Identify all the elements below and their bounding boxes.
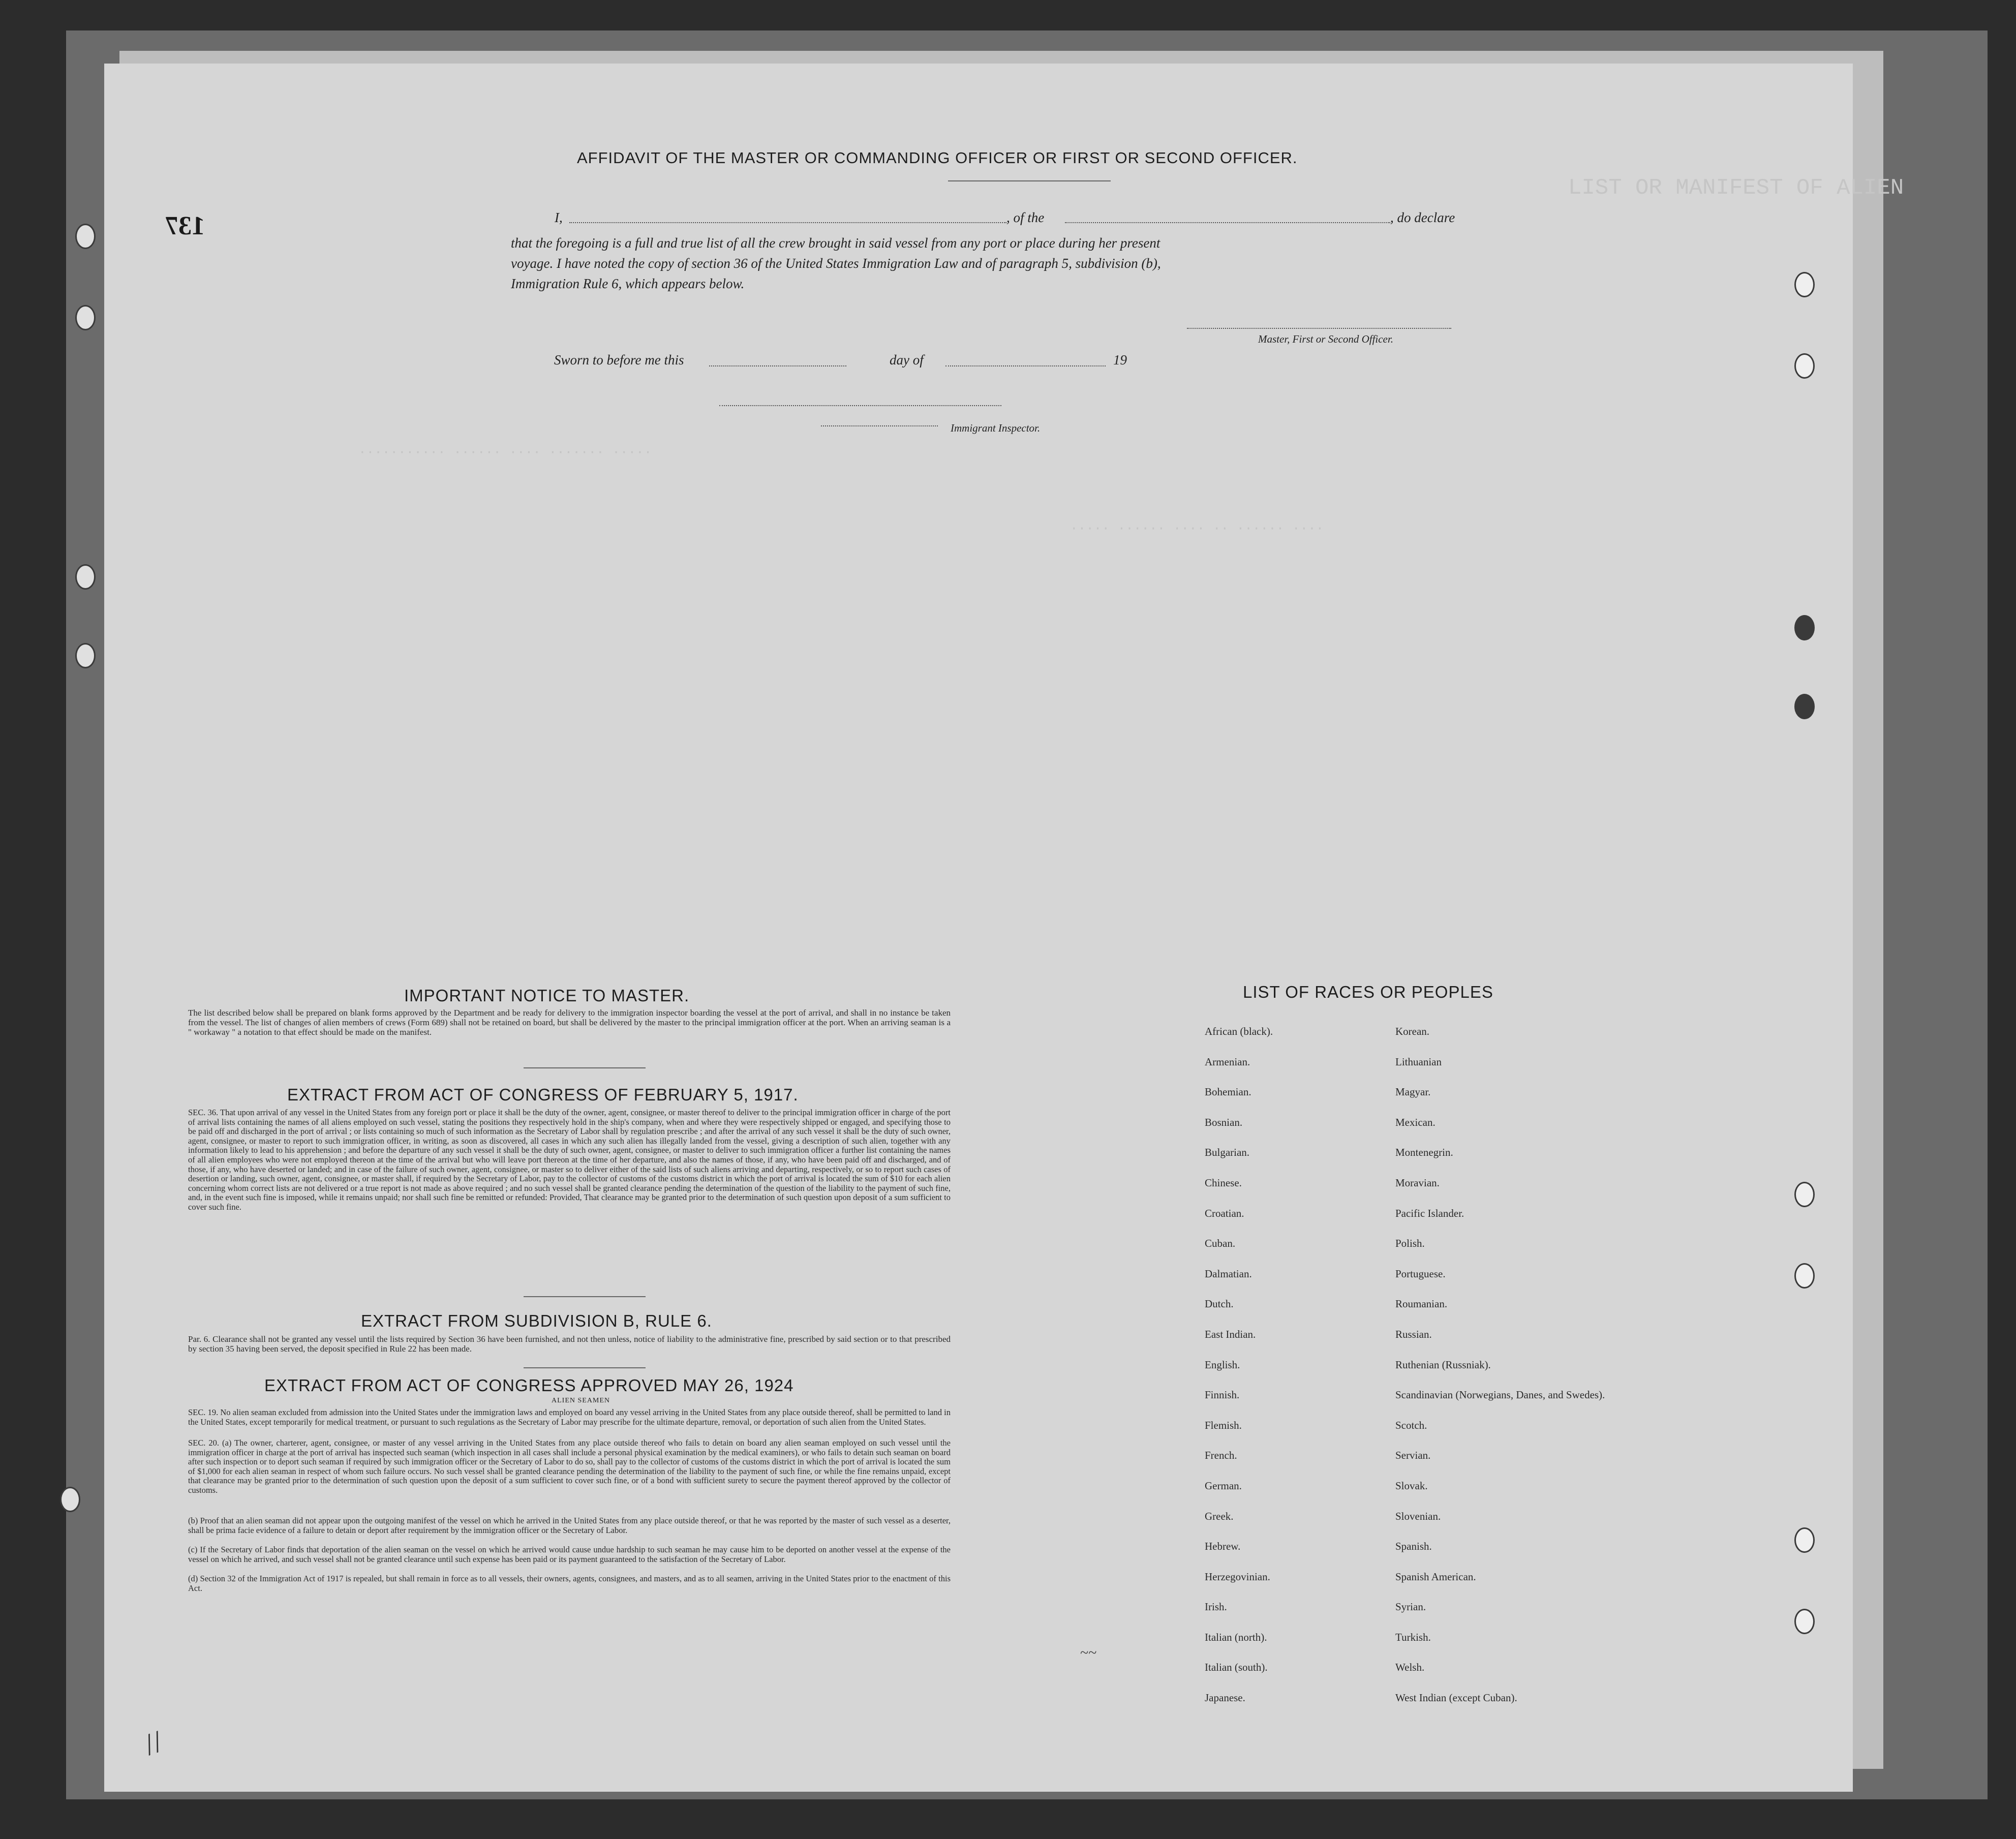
extract-rule6-title: EXTRACT FROM SUBDIVISION B, RULE 6. (361, 1311, 712, 1330)
race-item: Cuban. (1205, 1237, 1236, 1250)
races-right-column (1395, 1017, 1605, 1713)
race-item: Magyar. (1395, 1086, 1431, 1098)
race-item: Dutch. (1205, 1298, 1234, 1310)
race-item: Slovenian. (1395, 1510, 1441, 1522)
affidavit-title: AFFIDAVIT OF THE MASTER OR COMMANDING OFFICER OR FIRST OR SECOND OFFICER. (577, 149, 1298, 167)
punch-hole (1794, 1263, 1815, 1289)
race-item: Montenegrin. (1395, 1146, 1453, 1159)
bleed-through: ····· ······ ···· ·· ······ ···· (1070, 521, 1324, 536)
race-item: Dalmatian. (1205, 1267, 1252, 1280)
race-item: West Indian (except Cuban). (1395, 1692, 1517, 1704)
year-label: 19 (1113, 352, 1127, 367)
punch-hole (1794, 272, 1815, 297)
punch-hole (1794, 615, 1815, 640)
sworn-label: Sworn to before me this (554, 352, 684, 367)
race-item: Chinese. (1205, 1176, 1242, 1189)
race-item: Croatian. (1205, 1207, 1244, 1219)
binding-hole (75, 224, 96, 249)
divider (524, 1367, 646, 1368)
race-item: Finnish. (1205, 1389, 1240, 1401)
affidavit-body-line: voyage. I have noted the copy of section 36 of the United States Immigration Law and of paragraph 5, subdivision (b), (511, 256, 1161, 271)
race-item: Syrian. (1395, 1601, 1426, 1613)
extract-1924-sec20b: (b) Proof that an alien seaman did not appear upon the outgoing manifest of the vessel on which he arrived in the United States from any place outside thereof, or that he was reported by the master of such vessel as a deserter, shall be prima facie evidence of a failure to detain or deport after requirement by the immigration officer or the Secretary of Labor. (188, 1516, 951, 1535)
binding-hole (60, 1487, 80, 1512)
extract-rule6-body: Par. 6. Clearance shall not be granted any vessel until the lists required by Section 36 have been furnished, and not then unless, notice of liability to the administrative fine, prescribed by said section or to that prescribed by section 35 having been served, the deposit specified in Rule 22 has been made. (188, 1334, 951, 1354)
race-item: Spanish. (1395, 1540, 1432, 1553)
race-item: Russian. (1395, 1328, 1432, 1340)
race-item: Bulgarian. (1205, 1146, 1250, 1159)
race-item: Mexican. (1395, 1116, 1435, 1128)
bleed-through: ··········· ······ ···· ······· ····· (358, 445, 652, 460)
race-item: Hebrew. (1205, 1540, 1241, 1553)
race-item: German. (1205, 1479, 1242, 1492)
race-item: Italian (north). (1205, 1631, 1267, 1643)
race-item: Scandinavian (Norwegians, Danes, and Swedes). (1395, 1389, 1605, 1401)
punch-hole (1794, 694, 1815, 719)
punch-hole (1794, 1527, 1815, 1553)
race-item: Japanese. (1205, 1692, 1245, 1704)
extract-1917-body: SEC. 36. That upon arrival of any vessel in the United States from any foreign port or place it shall be the duty of the owner, agent, consignee, or master thereof to deliver to the principal immigration officer in charge of the port of arrival lists containing the names of all aliens employed on such vessel, stating the positions they respectively hold in the ship's company, when and where they were respectively shipped or engaged, and specifying those to be paid off and discharged in the port of arrival ; or lists containing so much of such information as the Secretary of Labor shall by regulation prescribe ; and after the arrival of any such vessel it shall be the duty of such owner, agent, consignee, or master to report to such immigration officer, in writing, as soon as discovered, all cases in which any such alien has illegally landed from the vessel, giving a description of such alien, together with any information likely to lead to his apprehension ; and before the departure of any such vessel it shall be the duty of such owner, agent, consignee, or master to deliver to such immigration officer a further list containing the names of all alien employees who were not employed thereon at the time of the arrival but who will leave port thereon at the time of her departure, and also the names of those, if any, who have been paid off and discharged, and of those, if any, who have deserted or landed; and in case of the failure of such owner, agent, consignee, or master so to deliver either of the said lists of such aliens arriving and departing, respectively, or so to report such cases of desertion or landing, such owner, agent, consignee, or master shall, if required by the Secretary of Labor, pay to the collector of customs of the customs district in which the port of arrival is located the sum of $10 for each alien concerning whom correct lists are not delivered or a true report is not made as above required ; and no such vessel shall be granted clearance pending the determination of the question of the liability to the payment of such fine, and, in the event such fine is imposed, while it remains unpaid; nor shall such fine be remitted or refunded: Provided, That clearance may be granted prior to the determination of such question upon deposit of a sum sufficient to cover such fine. (188, 1108, 951, 1212)
handwritten-mark: ~~ (1080, 1644, 1097, 1661)
form-sheet (104, 64, 1904, 1792)
races-left-column (1205, 1017, 1273, 1713)
binding-hole (75, 305, 96, 330)
race-item: Scotch. (1395, 1419, 1427, 1431)
race-item: Irish. (1205, 1601, 1227, 1613)
race-item: French. (1205, 1449, 1237, 1462)
race-item: English. (1205, 1358, 1240, 1371)
name-field[interactable] (569, 222, 1006, 223)
extract-1924-subtitle: ALIEN SEAMEN (552, 1397, 610, 1404)
affidavit-declare-label: , do declare (1390, 210, 1455, 225)
margin-stamp-number: 137 (165, 211, 205, 240)
inspector-signature-line[interactable] (821, 425, 938, 426)
race-item: Roumanian. (1395, 1298, 1448, 1310)
race-item: Servian. (1395, 1449, 1431, 1462)
extract-1924-title: EXTRACT FROM ACT OF CONGRESS APPROVED MAY 26, 1924 (264, 1376, 794, 1395)
divider (524, 1067, 646, 1068)
race-item: Slovak. (1395, 1479, 1428, 1492)
race-item: Flemish. (1205, 1419, 1242, 1431)
master-signature-label: Master, First or Second Officer. (1258, 333, 1393, 345)
races-title: LIST OF RACES OR PEOPLES (1243, 983, 1493, 1001)
punch-hole (1794, 1609, 1815, 1634)
race-item: Greek. (1205, 1510, 1234, 1522)
race-item: Pacific Islander. (1395, 1207, 1464, 1219)
affidavit-body-line: Immigration Rule 6, which appears below. (511, 276, 745, 291)
race-item: African (black). (1205, 1025, 1273, 1037)
extract-1924-sec20a: SEC. 20. (a) The owner, charterer, agent, consignee, or master of any vessel arriving in the United States from any place outside thereof who fails to detain on board any alien seaman employed on such vessel until the immigration officer in charge at the port of arrival has inspected such seaman (which inspection in all cases shall include a personal physical examination by the medical examiners), or who fails to detain such seaman on board after such inspection or to deport such seaman if required by such immigration officer or the Secretary of Labor to do so, shall pay to the collector of customs of the customs district in which the port of arrival is located the sum of $1,000 for each alien seaman in respect of whom such failure occurs. No such vessel shall be granted clearance pending the determination of the liability to the payment of such fine, or while the fine remains unpaid, except that clearance may be granted prior to the determination of such question upon the deposit of a sum sufficient to cover such fine, or of a bond with sufficient surety to secure the payment thereof approved by the collector of customs. (188, 1438, 951, 1495)
race-item: Bohemian. (1205, 1086, 1251, 1098)
race-item: Polish. (1395, 1237, 1425, 1250)
bleed-through: LIST OR MANIFEST OF ALIEN (1568, 175, 1904, 201)
race-item: Turkish. (1395, 1631, 1431, 1643)
inspector-label: Immigrant Inspector. (951, 422, 1041, 434)
punch-hole (1794, 353, 1815, 379)
inspector-line (719, 405, 1001, 406)
race-item: Ruthenian (Russniak). (1395, 1358, 1491, 1371)
race-item: Moravian. (1395, 1176, 1440, 1189)
sworn-day-field[interactable] (709, 365, 846, 366)
affidavit-of-the-label: , of the (1006, 210, 1045, 225)
master-signature-line[interactable] (1187, 328, 1451, 329)
race-item: Welsh. (1395, 1661, 1425, 1674)
extract-1924-sec20d: (d) Section 32 of the Immigration Act of 1917 is repealed, but shall remain in force as to all vessels, their owners, agents, consignees, and masters, and as to all seamen, arriving in the United States prior to the enactment of this Act. (188, 1574, 951, 1593)
sworn-month-field[interactable] (945, 365, 1106, 366)
race-item: Portuguese. (1395, 1267, 1446, 1280)
notice-title: IMPORTANT NOTICE TO MASTER. (404, 986, 690, 1005)
day-of-label: day of (890, 352, 924, 367)
notice-body: The list described below shall be prepared on blank forms approved by the Department and be ready for delivery to the immigration inspector boarding the vessel at the port of arrival, and shall in no instance be taken from the vessel. The list of changes of alien members of crews (Form 689) shall not be retained on board, but shall be delivered by the master to the principal immigration officer at the port. When an arriving seaman is a " workaway " a notation to that effect should be made on the manifest. (188, 1008, 951, 1037)
extract-1924-sec20c: (c) If the Secretary of Labor finds that deportation of the alien seaman on the vessel on which he arrived would cause undue hardship to such seaman he may cause him to be deported on another vessel at the expense of the vessel on which he arrived, and such vessel shall not be granted clearance until such expense has been paid or its payment guaranteed to the satisfaction of the Secretary of Labor. (188, 1545, 951, 1564)
race-item: Spanish American. (1395, 1570, 1476, 1583)
extract-1924-sec19: SEC. 19. No alien seaman excluded from admission into the United States under the immigration laws and employed on board any vessel arriving in the United States from any place outside thereof, shall be permitted to land in the United States, except temporarily for medical treatment, or pursuant to such regulations as the Secretary of Labor may prescribe for the ultimate departure, removal, or deportation of such alien from the United States. (188, 1407, 951, 1427)
binding-hole (75, 564, 96, 590)
race-item: East Indian. (1205, 1328, 1256, 1340)
extract-1917-title: EXTRACT FROM ACT OF CONGRESS OF FEBRUARY 5, 1917. (287, 1085, 799, 1104)
divider (948, 180, 1111, 181)
race-item: Italian (south). (1205, 1661, 1268, 1674)
race-item: Bosnian. (1205, 1116, 1243, 1128)
race-item: Lithuanian (1395, 1055, 1442, 1068)
affidavit-body-line: that the foregoing is a full and true list of all the crew brought in said vessel from any port or place during her present (511, 235, 1160, 251)
divider (524, 1296, 646, 1297)
affidavit-i-label: I, (555, 210, 563, 225)
handwritten-mark: // (139, 1724, 167, 1762)
punch-hole (1794, 1182, 1815, 1207)
race-item: Armenian. (1205, 1055, 1250, 1068)
vessel-field[interactable] (1065, 222, 1390, 223)
race-item: Korean. (1395, 1025, 1430, 1037)
binding-hole (75, 643, 96, 668)
race-item: Herzegovinian. (1205, 1570, 1270, 1583)
